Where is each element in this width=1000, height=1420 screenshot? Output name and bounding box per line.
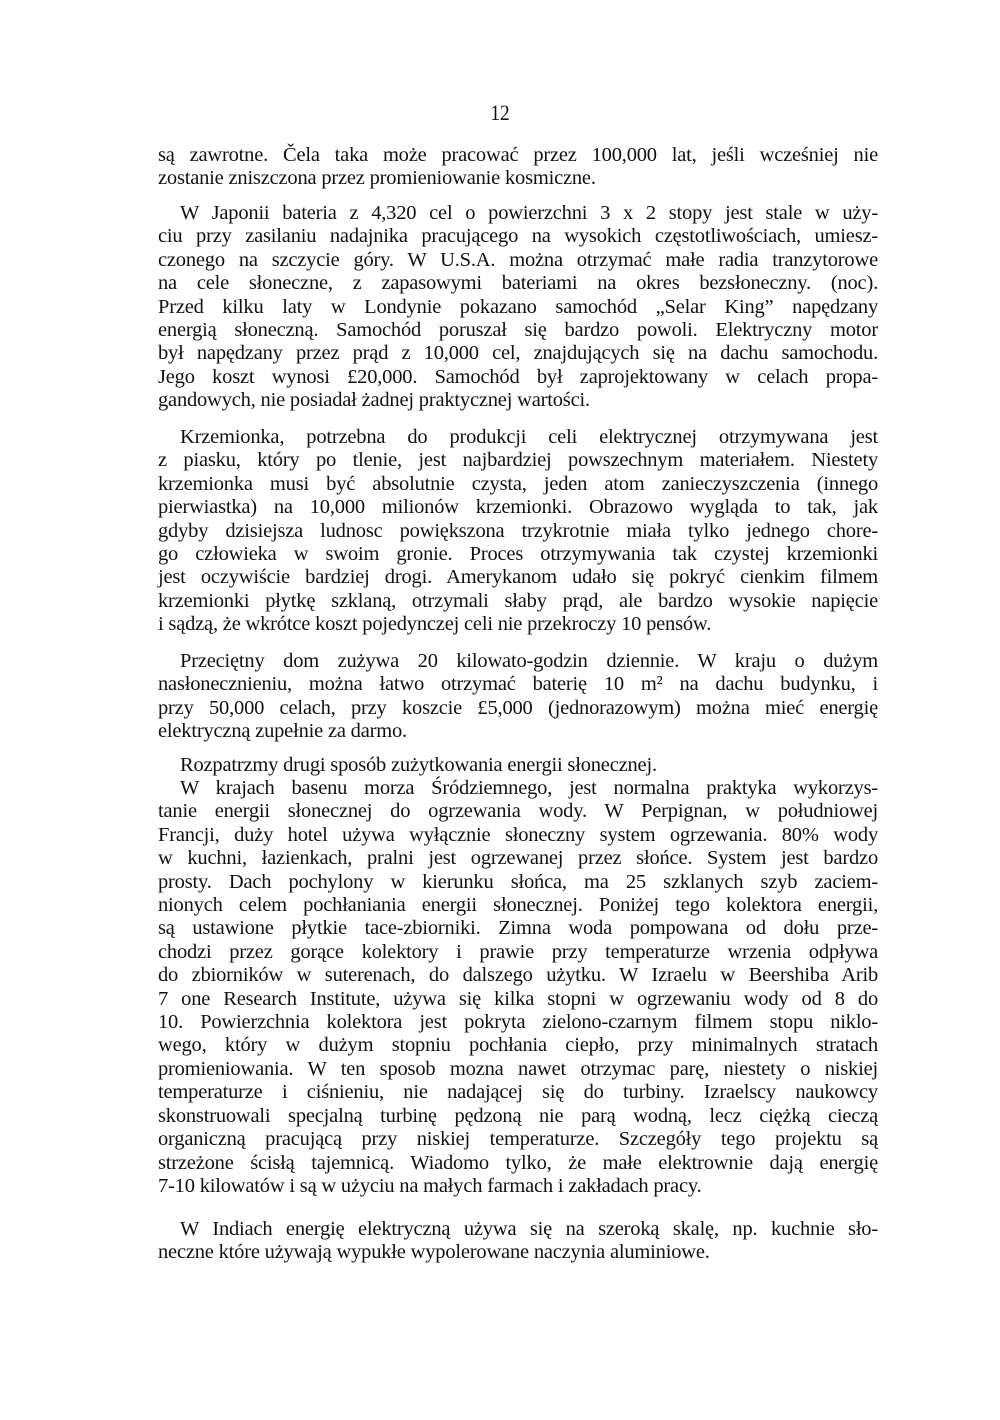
text-line: nasłonecznieniu, można łatwo otrzymać baterię 10 m² na dachu budynku, i [158,673,878,696]
text-line: W Japonii bateria z 4,320 cel o powierzchni 3 x 2 stopy jest stale w uży- [180,202,878,224]
text-line: 7 one Research Institute, używa się kilka stopni w ogrzewaniu wody od 8 do [158,987,878,1010]
text-line: krzemionki płytkę szklaną, otrzymali słaby prąd, ale bardzo wysokie napięcie [158,589,878,612]
text-line: prosty. Dach pochylony w kierunku słońca, ma 25 szklanych szyb zaciem- [158,870,878,893]
text-line: ciu przy zasilaniu nadajnika pracującego na wysokich częstotliwościach, umiesz- [158,225,878,248]
text-line: Jego koszt wynosi £20,000. Samochód był zaprojektowany w celach propa- [158,365,878,388]
text-line: są zawrotne. Čela taka może pracować przez 100,000 lat, jeśli wcześniej nie [158,144,878,166]
text-line: gdyby dzisiejsza ludnosc powiększona trzykrotnie miała tylko jednego chore- [158,519,878,542]
text-line: elektryczną zupełnie za darmo. [158,720,407,743]
text-line: strzeżone ścisłą tajemnicą. Wiadomo tylko, że małe elektrownie dają energię [158,1151,878,1174]
paragraph-4 [158,650,878,744]
paragraph-2 [158,202,878,413]
text-line: 7-10 kilowatów i są w użyciu na małych farmach i zakładach pracy. [158,1174,702,1197]
text-line: na cele słoneczne, z zapasowymi bateriami na okres bezsłoneczny. (noc). [158,272,878,295]
paragraph-1 [158,144,878,191]
text-line: i sądzą, że wkrótce koszt pojedynczej celi nie przekroczy 10 pensów. [158,613,712,636]
text-line: przy 50,000 celach, przy koszcie £5,000 (jednorazowym) można mieć energię [158,696,878,719]
text-line: organiczną pracującą przy niskiej temperaturze. Szczegóły tego projektu są [158,1128,878,1151]
text-line: był napędzany przez prąd z 10,000 cel, znajdujących się na dachu samochodu. [158,342,878,365]
paragraph-3 [158,426,878,637]
text-line: Przeciętny dom zużywa 20 kilowato-godzin dziennie. W kraju o dużym [180,650,878,672]
text-line: wego, który w dużym stopniu pochłania ciepło, przy minimalnych stratach [158,1034,878,1057]
text-line: tanie energii słonecznej do ogrzewania wody. W Perpignan, w południowej [158,800,878,823]
text-line: jest oczywiście bardziej drogi. Amerykanom udało się pokryć cienkim filmem [158,566,878,589]
text-line: neczne które używają wypukłe wypolerowane naczynia aluminiowe. [158,1241,710,1264]
text-line: w kuchni, łazienkach, pralni jest ogrzewanej przez słońce. System jest bardzo [158,847,878,870]
text-line: gandowych, nie posiadał żadnej praktycznej wartości. [158,389,590,412]
text-line: do zbiorników w suterenach, do dalszego użytku. W Izraelu w Beershiba Arib [158,964,878,987]
text-line: pierwiastka) na 10,000 milionów krzemionki. Obrazowo wygląda to tak, jak [158,496,878,519]
text-line: temperaturze i ciśnieniu, nie nadającej się do turbiny. Izraelscy naukowcy [158,1081,878,1104]
text-line: są ustawione płytkie tace-zbiorniki. Zimna woda pompowana od dołu prze- [158,917,878,940]
text-line: skonstruowali specjalną turbinę pędzoną nie parą wodną, lecz ciężką cieczą [158,1104,878,1127]
text-line: 10. Powierzchnia kolektora jest pokryta zielono-czarnym filmem stopu niklo- [158,1011,878,1034]
text-line: chodzi przez gorące kolektory i prawie przy temperaturze wrzenia odpływa [158,940,878,963]
text-line: czonego na szczycie góry. W U.S.A. można otrzymać małe radia tranzytorowe [158,248,878,271]
page-number: 12 [490,100,510,125]
paragraph-6 [158,777,878,1198]
paragraph-5 [158,754,878,777]
text-line: Rozpatrzmy drugi sposób zużytkowania energii słonecznej. [180,754,657,776]
text-line: Krzemionka, potrzebna do produkcji celi elektrycznej otrzymywana jest [180,426,878,448]
text-line: W krajach basenu morza Śródziemnego, jest normalna praktyka wykorzys- [180,777,878,799]
paragraph-7 [158,1218,878,1265]
text-line: W Indiach energię elektryczną używa się na szeroką skalę, np. kuchnie sło- [180,1218,878,1240]
text-line: z piasku, który po tlenie, jest najbardziej powszechnym materiałem. Niestety [158,449,878,472]
text-line: zostanie zniszczona przez promieniowanie kosmiczne. [158,167,596,190]
text-line: promieniowania. W ten sposob mozna nawet otrzymac parę, niestety o niskiej [158,1057,878,1080]
text-line: energią słoneczną. Samochód poruszał się bardzo powoli. Elektryczny motor [158,319,878,342]
text-line: go człowieka w swoim gronie. Proces otrzymywania tak czystej krzemionki [158,543,878,566]
text-line: krzemionka musi być absolutnie czysta, jeden atom zanieczyszczenia (innego [158,472,878,495]
text-line: Francji, duży hotel używa wyłącznie słoneczny system ogrzewania. 80% wody [158,823,878,846]
text-line: Przed kilku laty w Londynie pokazano samochód „Selar King” napędzany [158,295,878,318]
text-line: nionych celem pochłaniania energii słonecznej. Poniżej tego kolektora energii, [158,894,878,917]
